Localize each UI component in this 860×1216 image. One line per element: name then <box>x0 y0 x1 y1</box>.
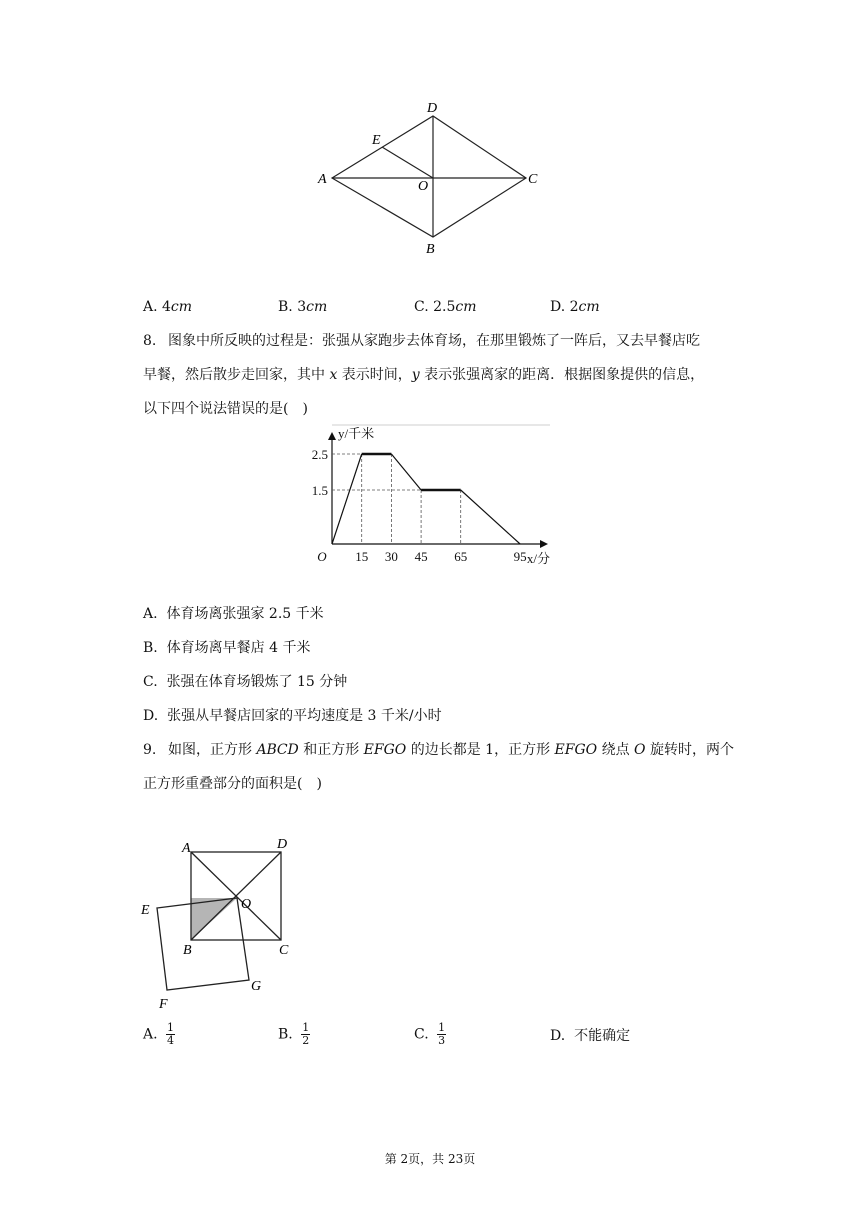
origin-label: O <box>317 549 327 564</box>
series-segment-2 <box>391 454 421 490</box>
label-c: C <box>528 172 538 187</box>
label-o: O <box>418 179 429 194</box>
rhombus-outline <box>332 116 526 237</box>
x-tick-label-45: 45 <box>414 549 428 564</box>
label-d: D <box>427 101 438 116</box>
label-o: O <box>241 897 252 912</box>
label-a: A <box>182 841 191 856</box>
x-tick-label-95: 95 <box>513 549 527 564</box>
q9-option-b: B. $\frac{1}{2}$ <box>278 1021 310 1047</box>
q8-line-1: 图象中所反映的过程是：张强从家跑步去体育场，在那里锻炼了一阵后，又去早餐店吃 <box>168 333 700 349</box>
label-f: F <box>159 997 168 1012</box>
q7-option-d: D. 2𝑐𝑚 <box>550 299 600 315</box>
distance-time-chart <box>310 424 552 570</box>
page-footer: 第 2页，共 23页 <box>384 1152 476 1166</box>
x-tick-label-65: 65 <box>454 549 468 564</box>
y-axis-label: y/千米 <box>338 426 375 441</box>
y-axis-arrow <box>328 432 336 440</box>
label-c: C <box>279 943 289 958</box>
q7-option-b: B. 3𝑐𝑚 <box>278 299 328 315</box>
q7-option-a: A. 4𝑐𝑚 <box>143 299 193 315</box>
q9-line-1: 如图，正方形 𝐴𝐵𝐶𝐷 和正方形 𝐸𝐹𝐺𝑂 的边长都是 1，正方形 𝐸𝐹𝐺𝑂 绕点 𝑂 旋转时，两个 <box>168 742 734 758</box>
q8-option-a: A. 体育场离张强家 2.5 千米 <box>143 606 324 622</box>
squares-figure <box>135 830 305 1012</box>
y-tick-label-1-5: 1.5 <box>311 483 328 498</box>
q9-number: 9. <box>143 742 157 758</box>
q8-option-c: C. 张强在体育场锻炼了 15 分钟 <box>143 674 348 690</box>
q9-option-a: A. $\frac{1}{4}$ <box>143 1021 175 1047</box>
label-d: D <box>277 837 288 852</box>
label-b: B <box>426 242 435 257</box>
label-a: A <box>318 172 327 187</box>
q8-option-d: D. 张强从早餐店回家的平均速度是 3 千米/小时 <box>143 708 442 724</box>
q8-line-3: 以下四个说法错误的是( ) <box>143 401 308 417</box>
label-g: G <box>251 979 262 994</box>
q8-number: 8. <box>143 333 157 349</box>
rhombus-figure <box>310 96 550 260</box>
q7-option-c: C. 2.5𝑐𝑚 <box>414 299 477 315</box>
fraction-one-half: $\frac{1}{2}$ <box>302 1021 310 1047</box>
x-axis-label: x/分 <box>526 551 550 566</box>
fraction-one-quarter: $\frac{1}{4}$ <box>167 1021 175 1047</box>
series-segment-0 <box>332 454 362 544</box>
segment-eo <box>382 147 433 178</box>
y-tick-label-2-5: 2.5 <box>311 447 328 462</box>
q9-line-2: 正方形重叠部分的面积是( ) <box>143 776 322 792</box>
x-tick-label-15: 15 <box>355 549 369 564</box>
q9-option-c: C. $\frac{1}{3}$ <box>414 1021 446 1047</box>
x-axis-arrow <box>540 540 548 548</box>
label-e: E <box>141 903 150 918</box>
q8-line-2: 早餐，然后散步走回家，其中 𝑥 表示时间，𝑦 表示张强离家的距离．根据图象提供的信息， <box>143 367 705 383</box>
fraction-one-third: $\frac{1}{3}$ <box>438 1021 446 1047</box>
series-segment-4 <box>461 490 520 544</box>
q9-option-d: D. 不能确定 <box>550 1028 631 1044</box>
label-b: B <box>183 943 192 958</box>
label-e: E <box>372 133 381 148</box>
x-tick-label-30: 30 <box>384 549 398 564</box>
q8-option-b: B. 体育场离早餐店 4 千米 <box>143 640 311 656</box>
